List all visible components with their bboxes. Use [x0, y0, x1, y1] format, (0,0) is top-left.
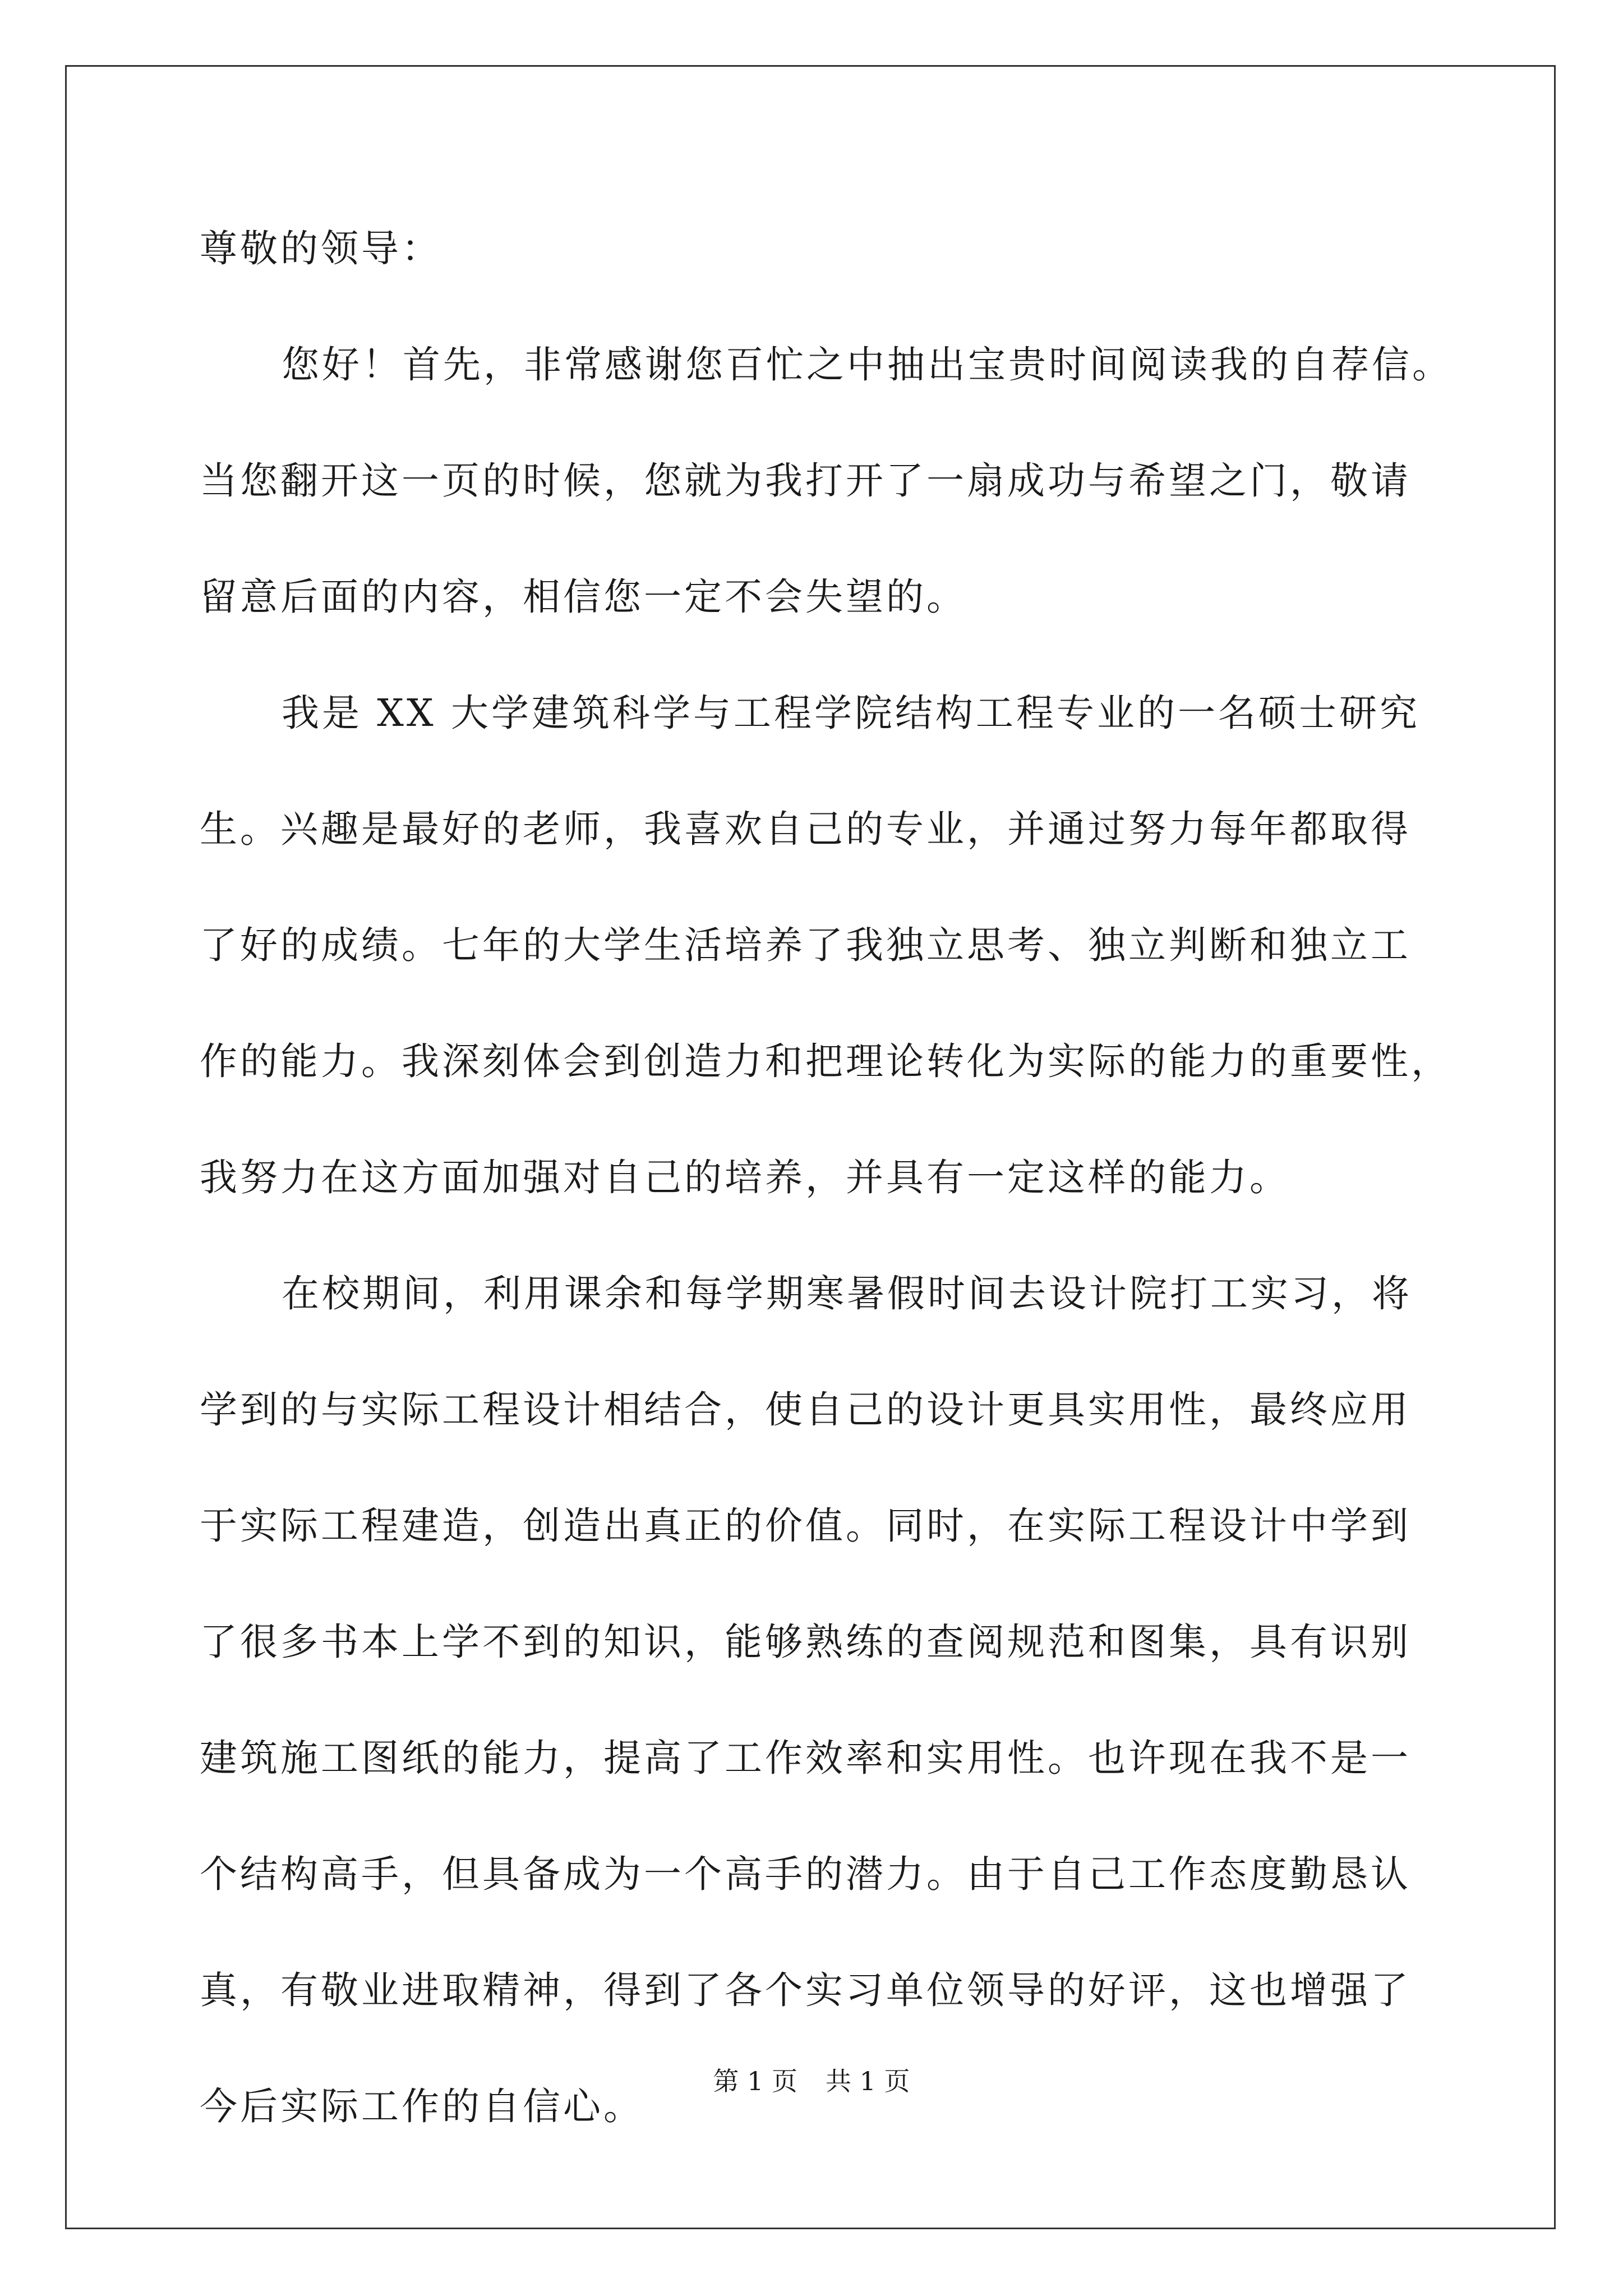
text-line: 学到的与实际工程设计相结合，使自己的设计更具实用性，最终应用: [200, 1388, 1411, 1432]
text-line: 我是 XX 大学建筑科学与工程学院结构工程专业的一名硕士研究: [282, 691, 1420, 735]
text-line: 个结构高手，但具备成为一个高手的潜力。由于自己工作态度勤恳认: [200, 1852, 1411, 1896]
text-line: 在校期间，利用课余和每学期寒暑假时间去设计院打工实习，将: [282, 1272, 1412, 1315]
letter-lines: [200, 328, 1453, 2186]
text-line: 作的能力。我深刻体会到创造力和把理论转化为实际的能力的重要性，: [200, 1039, 1451, 1083]
text-line: 真，有敬业进取精神，得到了各个实习单位领导的好评，这也增强了: [200, 1968, 1411, 2012]
page-total: 共 1 页: [826, 2066, 910, 2096]
text-line: 生。兴趣是最好的老师，我喜欢自己的专业，并通过努力每年都取得: [200, 807, 1411, 851]
text-line: 了很多书本上学不到的知识，能够熟练的查阅规范和图集，具有识别: [200, 1620, 1411, 1664]
page-number: 第 1 页: [713, 2066, 797, 2096]
text-line: 于实际工程建造，创造出真正的价值。同时，在实际工程设计中学到: [200, 1504, 1411, 1548]
text-line: 我努力在这方面加强对自己的培养，并具有一定这样的能力。: [200, 1156, 1290, 1199]
text-line: 建筑施工图纸的能力，提高了工作效率和实用性。也许现在我不是一: [200, 1736, 1411, 1780]
page-footer: [0, 2064, 1623, 2098]
salutation: 尊敬的领导：: [200, 227, 442, 270]
text-line: 今后实际工作的自信心。: [200, 2085, 644, 2128]
text-line: 当您翻开这一页的时候，您就为我打开了一扇成功与希望之门，敬请: [200, 459, 1411, 503]
letter-body: [200, 212, 1453, 2186]
text-line: 了好的成绩。七年的大学生活培养了我独立思考、独立判断和独立工: [200, 923, 1411, 967]
text-line: 留意后面的内容，相信您一定不会失望的。: [200, 575, 967, 619]
text-line: 您好！首先，非常感谢您百忙之中抽出宝贵时间阅读我的自荐信。: [282, 343, 1453, 386]
